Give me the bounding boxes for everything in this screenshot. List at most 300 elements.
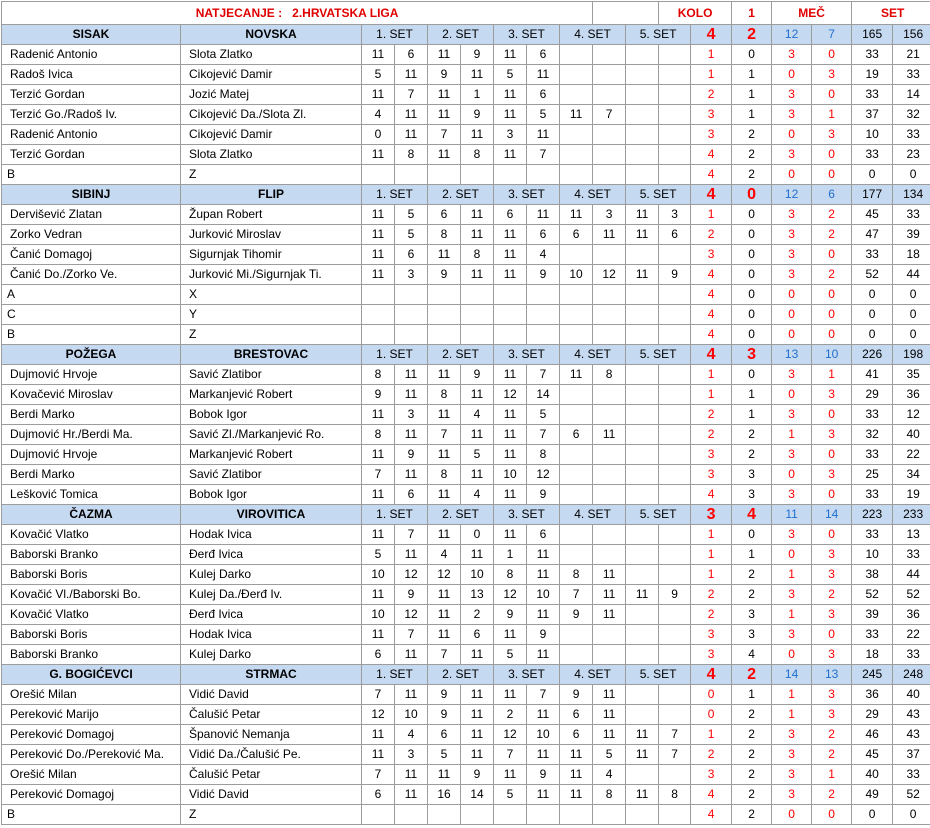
sets-won-home: 3: [772, 745, 812, 765]
set-points: 9: [428, 265, 461, 285]
set-points: 11: [494, 145, 527, 165]
sets-won-home: 3: [772, 585, 812, 605]
sets-won-home: 1: [772, 705, 812, 725]
set-points: [659, 325, 691, 345]
set-points: [560, 625, 593, 645]
set-points: 11: [428, 765, 461, 785]
set-points: 12: [395, 605, 428, 625]
set-points: 7: [362, 765, 395, 785]
set-points: 8: [428, 385, 461, 405]
set-points: 5: [461, 445, 494, 465]
game-row: [2, 205, 930, 225]
set-points: [626, 765, 659, 785]
set-points: 6: [560, 425, 593, 445]
player-home: Berdi Marko: [2, 405, 181, 425]
game-row: [2, 325, 930, 345]
set-points: 7: [659, 745, 691, 765]
game-row: [2, 685, 930, 705]
set-points: 11: [428, 245, 461, 265]
match-score-away: 2: [732, 145, 772, 165]
set-points: [626, 645, 659, 665]
set-header: 2. SET: [428, 25, 494, 45]
sets-won-away: 1: [812, 765, 852, 785]
set-points: [560, 85, 593, 105]
set-points: [428, 165, 461, 185]
points-away: 43: [893, 705, 930, 725]
sets-won-away: 3: [812, 425, 852, 445]
set-points: [659, 525, 691, 545]
set-points: 12: [362, 705, 395, 725]
player-away: Cikojević Damir: [181, 65, 362, 85]
set-points: 11: [362, 205, 395, 225]
player-away: Savić Zlatibor: [181, 365, 362, 385]
player-away: Bobok Igor: [181, 405, 362, 425]
set-points: [593, 405, 626, 425]
set-points: 11: [428, 85, 461, 105]
set-points: 5: [494, 65, 527, 85]
set-header: 3. SET: [494, 25, 560, 45]
set-points: 9: [395, 585, 428, 605]
set-points: [626, 85, 659, 105]
set-points: [560, 325, 593, 345]
sets-won-away: 0: [812, 245, 852, 265]
set-points: [461, 305, 494, 325]
match-score-home: 1: [691, 565, 732, 585]
set-points: [659, 65, 691, 85]
points-away: 23: [893, 145, 930, 165]
points-home: 10: [852, 125, 893, 145]
match-score-home: 4: [691, 145, 732, 165]
game-row: [2, 265, 930, 285]
points-home: 33: [852, 525, 893, 545]
set-header: 4. SET: [560, 25, 626, 45]
set-points: [593, 645, 626, 665]
game-row: [2, 45, 930, 65]
player-home: Pereković Domagoj: [2, 785, 181, 805]
match-score-away: 2: [732, 425, 772, 445]
home-team: POŽEGA: [2, 345, 181, 365]
set-points: 10: [395, 705, 428, 725]
set-points: [395, 305, 428, 325]
match-score-home: 3: [691, 465, 732, 485]
player-away: Kulej Darko: [181, 645, 362, 665]
points-away: 35: [893, 365, 930, 385]
set-points: 3: [659, 205, 691, 225]
set-points: 11: [461, 705, 494, 725]
points-home: 0: [852, 325, 893, 345]
set-points: 11: [395, 645, 428, 665]
set-points: 7: [428, 125, 461, 145]
set-points: 11: [395, 765, 428, 785]
set-points: 8: [560, 565, 593, 585]
set-points: 7: [494, 745, 527, 765]
set-points: 4: [593, 765, 626, 785]
set-points: [428, 325, 461, 345]
set-points: [659, 605, 691, 625]
match-score-home: 3: [691, 125, 732, 145]
player-away: Hodak Ivica: [181, 625, 362, 645]
set-header: 5. SET: [626, 345, 691, 365]
set-points: 9: [362, 385, 395, 405]
points-home: 52: [852, 585, 893, 605]
set-points: 8: [659, 785, 691, 805]
player-home: Radenić Antonio: [2, 125, 181, 145]
set-points: [593, 285, 626, 305]
set-points: 11: [362, 45, 395, 65]
set-points: 11: [527, 565, 560, 585]
game-row: [2, 625, 930, 645]
away-team: NOVSKA: [181, 25, 362, 45]
set-points: 7: [395, 625, 428, 645]
set-points: 4: [395, 725, 428, 745]
set-points: 6: [527, 225, 560, 245]
player-away: Čalušić Petar: [181, 705, 362, 725]
set-points: [593, 85, 626, 105]
set-points: 10: [362, 565, 395, 585]
set-points: 9: [527, 765, 560, 785]
player-away: Jurković Miroslav: [181, 225, 362, 245]
set-points: [362, 285, 395, 305]
set-points: 11: [494, 445, 527, 465]
set-points: 11: [461, 125, 494, 145]
set-points: 11: [494, 45, 527, 65]
set-points: [626, 705, 659, 725]
sets-won-home: 3: [772, 45, 812, 65]
set-points: [593, 65, 626, 85]
set-points: [626, 605, 659, 625]
points-away: 12: [893, 405, 930, 425]
set-points: 14: [461, 785, 494, 805]
set-points: [428, 305, 461, 325]
set-points: 10: [362, 605, 395, 625]
set-points: 11: [626, 785, 659, 805]
player-away: Đerđ Ivica: [181, 605, 362, 625]
player-home: Čanić Domagoj: [2, 245, 181, 265]
set-points: 11: [560, 745, 593, 765]
set-points: [461, 165, 494, 185]
set-points: 11: [527, 205, 560, 225]
set-points: 7: [593, 105, 626, 125]
set-points: 11: [494, 225, 527, 245]
player-home: Pereković Domagoj: [2, 725, 181, 745]
player-home: Kovačić Vlatko: [2, 525, 181, 545]
set-points: 0: [461, 525, 494, 545]
game-row: [2, 705, 930, 725]
sets-won-away: 3: [812, 565, 852, 585]
set-points: 6: [527, 525, 560, 545]
match-score-away: 1: [732, 685, 772, 705]
set-points: 6: [395, 45, 428, 65]
set-points: 10: [560, 265, 593, 285]
points-home: 29: [852, 705, 893, 725]
set-points: 9: [461, 45, 494, 65]
points-total-home: 226: [852, 345, 893, 365]
set-points: 11: [461, 425, 494, 445]
player-away: Kulej Darko: [181, 565, 362, 585]
game-row: [2, 565, 930, 585]
set-points: 11: [428, 485, 461, 505]
set-points: 11: [428, 405, 461, 425]
player-away: Vidić Da./Čalušić Pe.: [181, 745, 362, 765]
points-away: 33: [893, 645, 930, 665]
set-points: 11: [527, 785, 560, 805]
set-points: [626, 165, 659, 185]
sets-won-home: 3: [772, 145, 812, 165]
player-away: Jozić Matej: [181, 85, 362, 105]
set-points: [593, 385, 626, 405]
set-points: 11: [626, 205, 659, 225]
player-away: Kulej Da./Đerđ Iv.: [181, 585, 362, 605]
league-title: NATJECANJE : 2.HRVATSKA LIGA: [2, 2, 593, 25]
sets-won-home: 0: [772, 465, 812, 485]
set-points: [593, 445, 626, 465]
match-score-home: 4: [691, 25, 732, 45]
set-points: [395, 325, 428, 345]
points-home: 29: [852, 385, 893, 405]
set-points: [626, 485, 659, 505]
set-points: [659, 545, 691, 565]
set-points: [461, 285, 494, 305]
points-home: 52: [852, 265, 893, 285]
set-points: [560, 285, 593, 305]
set-points: 6: [560, 725, 593, 745]
set-points: 8: [362, 425, 395, 445]
sets-total-away: 13: [812, 665, 852, 685]
points-home: 36: [852, 685, 893, 705]
points-away: 0: [893, 285, 930, 305]
points-total-away: 233: [893, 505, 930, 525]
match-score-home: 4: [691, 185, 732, 205]
set-points: 11: [461, 65, 494, 85]
set-points: [593, 45, 626, 65]
set-points: 11: [461, 545, 494, 565]
match-score-home: 0: [691, 685, 732, 705]
set-points: [461, 325, 494, 345]
set-points: 11: [626, 265, 659, 285]
set-points: 11: [428, 525, 461, 545]
set-points: 11: [494, 245, 527, 265]
set-points: [593, 625, 626, 645]
sets-won-home: 0: [772, 65, 812, 85]
set-points: 11: [494, 525, 527, 545]
sets-won-home: 1: [772, 605, 812, 625]
set-points: [593, 325, 626, 345]
set-points: [626, 445, 659, 465]
set-points: 11: [461, 265, 494, 285]
match-score-away: 2: [732, 25, 772, 45]
set-points: 8: [494, 565, 527, 585]
set-points: 10: [461, 565, 494, 585]
set-points: 8: [593, 785, 626, 805]
set-points: 11: [428, 365, 461, 385]
set-points: 11: [428, 605, 461, 625]
match-score-home: 4: [691, 265, 732, 285]
points-away: 22: [893, 625, 930, 645]
set-points: 10: [527, 725, 560, 745]
points-home: 32: [852, 425, 893, 445]
set-points: [659, 405, 691, 425]
set-points: [560, 805, 593, 825]
points-away: 33: [893, 205, 930, 225]
set-header: 2. SET: [428, 185, 494, 205]
match-score-home: 3: [691, 645, 732, 665]
match-score-away: 0: [732, 205, 772, 225]
points-away: 19: [893, 485, 930, 505]
set-points: [626, 245, 659, 265]
set-points: 10: [494, 465, 527, 485]
kolo-value: 1: [732, 2, 772, 25]
mec-label: MEČ: [772, 2, 852, 25]
sets-won-home: 3: [772, 625, 812, 645]
set-points: 2: [461, 605, 494, 625]
set-points: 5: [395, 205, 428, 225]
set-points: [659, 385, 691, 405]
points-away: 37: [893, 745, 930, 765]
points-home: 40: [852, 765, 893, 785]
match-score-home: 1: [691, 45, 732, 65]
set-points: [659, 485, 691, 505]
sets-won-home: 3: [772, 265, 812, 285]
set-points: [626, 385, 659, 405]
player-home: Baborski Boris: [2, 625, 181, 645]
home-team: ČAZMA: [2, 505, 181, 525]
game-row: [2, 405, 930, 425]
points-total-away: 156: [893, 25, 930, 45]
set-points: 6: [362, 645, 395, 665]
set-points: [659, 285, 691, 305]
match-score-home: 2: [691, 745, 732, 765]
match-score-home: 2: [691, 85, 732, 105]
match-score-away: 4: [732, 505, 772, 525]
set-points: 3: [494, 125, 527, 145]
set-points: 3: [395, 405, 428, 425]
set-points: 9: [560, 685, 593, 705]
match-score-home: 3: [691, 505, 732, 525]
set-points: 6: [560, 225, 593, 245]
set-points: [593, 545, 626, 565]
match-score-home: 1: [691, 365, 732, 385]
set-points: 5: [428, 745, 461, 765]
set-points: [659, 765, 691, 785]
game-row: [2, 85, 930, 105]
match-score-home: 4: [691, 165, 732, 185]
set-header: 3. SET: [494, 185, 560, 205]
set-points: [428, 805, 461, 825]
set-points: 11: [461, 725, 494, 745]
match-header-row: [2, 665, 930, 685]
game-row: [2, 785, 930, 805]
points-away: 36: [893, 605, 930, 625]
set-points: [593, 805, 626, 825]
set-points: 8: [461, 145, 494, 165]
sets-won-home: 3: [772, 725, 812, 745]
game-row: [2, 725, 930, 745]
match-score-away: 0: [732, 325, 772, 345]
set-points: 11: [593, 225, 626, 245]
points-away: 40: [893, 425, 930, 445]
points-home: 33: [852, 245, 893, 265]
game-row: [2, 105, 930, 125]
set-points: [362, 305, 395, 325]
set-points: 11: [395, 465, 428, 485]
player-home: Orešić Milan: [2, 685, 181, 705]
sets-won-away: 3: [812, 685, 852, 705]
points-home: 46: [852, 725, 893, 745]
points-away: 18: [893, 245, 930, 265]
set-points: 11: [362, 405, 395, 425]
points-away: 43: [893, 725, 930, 745]
sets-won-away: 0: [812, 305, 852, 325]
sets-won-away: 0: [812, 805, 852, 825]
sets-won-home: 3: [772, 225, 812, 245]
sets-total-away: 10: [812, 345, 852, 365]
set-points: [626, 405, 659, 425]
set-points: 1: [494, 545, 527, 565]
player-home: Terzić Gordan: [2, 85, 181, 105]
player-home: Baborski Branko: [2, 545, 181, 565]
set-points: 2: [494, 705, 527, 725]
set-points: [593, 305, 626, 325]
player-away: Cikojević Da./Slota Zl.: [181, 105, 362, 125]
set-points: [494, 805, 527, 825]
match-score-away: 2: [732, 585, 772, 605]
set-points: [527, 165, 560, 185]
set-points: 5: [395, 225, 428, 245]
player-home: B: [2, 325, 181, 345]
sets-won-away: 0: [812, 405, 852, 425]
player-home: Terzić Go./Radoš Iv.: [2, 105, 181, 125]
match-score-home: 1: [691, 725, 732, 745]
points-away: 13: [893, 525, 930, 545]
set-points: [626, 145, 659, 165]
set-points: 11: [395, 65, 428, 85]
match-header-row: [2, 505, 930, 525]
set-points: 7: [527, 685, 560, 705]
set-points: 11: [527, 605, 560, 625]
set-points: 11: [461, 465, 494, 485]
sets-won-away: 0: [812, 625, 852, 645]
sets-won-home: 1: [772, 565, 812, 585]
set-points: 11: [593, 605, 626, 625]
match-header-row: [2, 345, 930, 365]
set-points: [494, 165, 527, 185]
match-score-away: 0: [732, 265, 772, 285]
set-points: 7: [362, 465, 395, 485]
points-home: 25: [852, 465, 893, 485]
set-points: 11: [395, 125, 428, 145]
set-header: 5. SET: [626, 185, 691, 205]
match-score-home: 4: [691, 485, 732, 505]
set-points: 5: [593, 745, 626, 765]
set-points: 11: [362, 145, 395, 165]
player-away: Vidić David: [181, 785, 362, 805]
set-points: 16: [428, 785, 461, 805]
set-points: 12: [428, 565, 461, 585]
match-score-home: 3: [691, 765, 732, 785]
set-points: [593, 165, 626, 185]
sets-won-away: 0: [812, 485, 852, 505]
player-home: Dervišević Zlatan: [2, 205, 181, 225]
set-points: [626, 65, 659, 85]
set-points: [593, 465, 626, 485]
set-points: [659, 705, 691, 725]
game-row: [2, 365, 930, 385]
sets-won-home: 3: [772, 485, 812, 505]
player-away: Župan Robert: [181, 205, 362, 225]
set-points: 9: [428, 685, 461, 705]
sets-won-away: 0: [812, 325, 852, 345]
set-points: [659, 245, 691, 265]
